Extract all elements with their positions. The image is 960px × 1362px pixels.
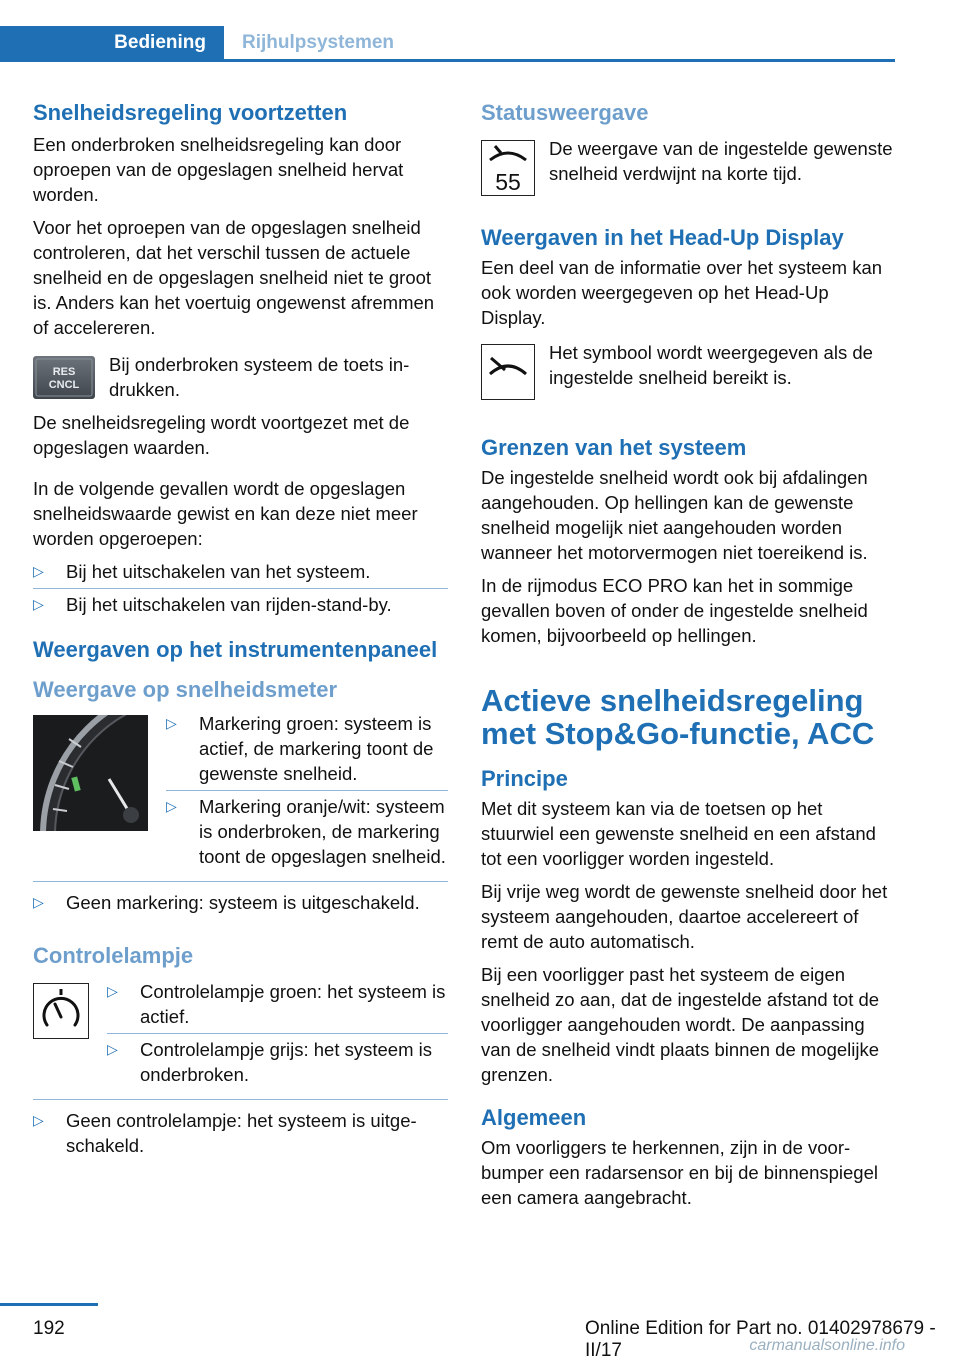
- paragraph: In de rijmodus ECO PRO kan het in sommige gevallen boven of onder de ingestelde snelheid komen, bijvoorbeeld op hellingen.: [481, 575, 868, 646]
- list-item: ▷ Geen markering: systeem is uitgeschakeld.: [33, 892, 420, 913]
- heading-principle: Principe: [481, 766, 568, 791]
- lamp-list: [107, 979, 448, 1087]
- list-item: ▷ Controlelampje groen: het systeem is actief.: [107, 979, 448, 1029]
- paragraph: Een onderbroken snelheidsregeling kan door oproepen van de opgeslagen snelheid hervat worden.: [33, 134, 404, 205]
- lamp-section: [33, 979, 448, 1095]
- heading-hud: Weergaven in het Head-Up Display: [481, 225, 844, 250]
- speedometer-section: [33, 711, 448, 877]
- paragraph: Met dit systeem kan via de toetsen op het stuurwiel een gewenste snelheid en een afstand tot een voorligger worden ingesteld.: [481, 798, 876, 869]
- list-item: ▷ Bij het uitschakelen van rijden-stand-by.: [33, 594, 392, 615]
- triangle-bullet-icon: ▷: [107, 983, 118, 999]
- list-item: ▷ Geen controlelampje: het systeem is uitgeschakeld.: [33, 1110, 417, 1156]
- hud-instruction: [481, 340, 896, 405]
- paragraph: De ingestelde snelheid wordt ook bij afdalingen aangehouden. Op hellingen kan de gewenste snelheid mogelijk niet aangehouden worden wanneer het motorvermogen niet toereikend is.: [481, 467, 868, 563]
- triangle-bullet-icon: ▷: [166, 715, 177, 731]
- res-instruction: [33, 352, 448, 404]
- list-item: ▷ Markering oranje/wit: systeem is onderbroken, de markering toont de opgeslagen snelheid.: [166, 796, 446, 867]
- header-rule: [0, 59, 895, 62]
- watermark: carmanualsonline.info: [749, 1337, 905, 1354]
- heading-status: Statusweergave: [481, 100, 649, 125]
- paragraph: Voor het oproepen van de opgeslagen snelheid controleren, dat het verschil tussen de actuele snelheid en de opgeslagen snelheid niet te groot is. Anders kan het voertuig ongewenst afremmen of accelereren.: [33, 217, 435, 338]
- list-item: ▷ Bij het uitschakelen van het systeem.: [33, 559, 448, 584]
- footer-rule: [0, 1303, 98, 1306]
- res-label: RES: [52, 366, 76, 378]
- paragraph: Bij vrije weg wordt de gewenste snelheid door het systeem aangehouden, daartoe accelereert of remt de auto automatisch.: [481, 881, 888, 952]
- deletion-list: [33, 559, 448, 617]
- heading-acc: Actieve snelheidsregeling met Stop&Go-functie, ACC: [481, 683, 875, 751]
- triangle-bullet-icon: ▷: [33, 1112, 44, 1128]
- lamp-off-list: [33, 1108, 448, 1158]
- left-column: [33, 100, 448, 1166]
- res-cncl-button-icon: [33, 356, 95, 404]
- heading-indicator-lamp: Controlelampje: [33, 943, 194, 968]
- right-column: [481, 100, 896, 1218]
- status-instruction: [481, 136, 896, 201]
- cruise-control-lamp-icon: [33, 983, 89, 1044]
- heading-limits: Grenzen van het systeem: [481, 435, 747, 460]
- paragraph: De snelheidsregeling wordt voortgezet met de opgeslagen waarden.: [33, 412, 410, 458]
- paragraph: Bij een voorligger past het systeem de eigen snelheid zo aan, dat de ingestelde afstand tot de voorligger aangehouden wordt. De aanpassing van de snelheid vindt plaats binnen de mogelijke grenzen.: [481, 964, 880, 1085]
- res-text: Bij onderbroken systeem de toets indrukken.: [109, 354, 410, 400]
- hud-text: Het symbool wordt weergegeven als de ingestelde snelheid bereikt is.: [549, 342, 873, 388]
- edition-label: Online Edition for Part no. 01402978679 - II/17: [585, 1318, 936, 1361]
- triangle-bullet-icon: ▷: [33, 894, 44, 910]
- speedometer-image: [33, 715, 148, 836]
- status-text: De weergave van de ingestelde gewenste snelheid verdwijnt na korte tijd.: [549, 138, 893, 184]
- hud-speed-reached-icon: [481, 344, 535, 405]
- list-item: ▷ Markering groen: systeem is actief, de markering toont de gewenste snelheid.: [166, 711, 448, 786]
- paragraph: Om voorliggers te herkennen, zijn in de voorbumper een radarsensor en bij de binnenspiegel een camera aangebracht.: [481, 1137, 878, 1208]
- paragraph: In de volgende gevallen wordt de opgeslagen snelheidswaarde gewist en kan deze niet meer worden opgeroepen:: [33, 478, 418, 549]
- speedometer-list: [166, 711, 448, 869]
- tab-rijhulpsystemen[interactable]: Rijhulpsystemen: [242, 32, 395, 53]
- paragraph: Een deel van de informatie over het systeem kan ook worden weergegeven op het Head-Up Display.: [481, 257, 883, 328]
- heading-general: Algemeen: [481, 1105, 587, 1130]
- cncl-label: CNCL: [48, 379, 80, 391]
- list-item: ▷ Controlelampje grijs: het systeem is onderbroken.: [107, 1039, 432, 1085]
- triangle-bullet-icon: ▷: [33, 563, 44, 579]
- triangle-bullet-icon: ▷: [166, 798, 177, 814]
- speed-value: 55: [495, 169, 521, 195]
- triangle-bullet-icon: ▷: [33, 596, 44, 612]
- page-number: 192: [33, 1318, 65, 1339]
- speedometer-off-list: [33, 890, 448, 915]
- heading-speedometer: Weergave op snelheidsmeter: [33, 677, 338, 702]
- triangle-bullet-icon: ▷: [107, 1041, 118, 1057]
- tab-bediening[interactable]: Bediening: [0, 26, 224, 62]
- heading-instruments: Weergaven op het instrumentenpaneel: [33, 637, 438, 662]
- set-speed-55-icon: [481, 140, 535, 201]
- heading-continue: Snelheidsregeling voortzetten: [33, 100, 348, 125]
- chapter-tabs: [0, 26, 895, 62]
